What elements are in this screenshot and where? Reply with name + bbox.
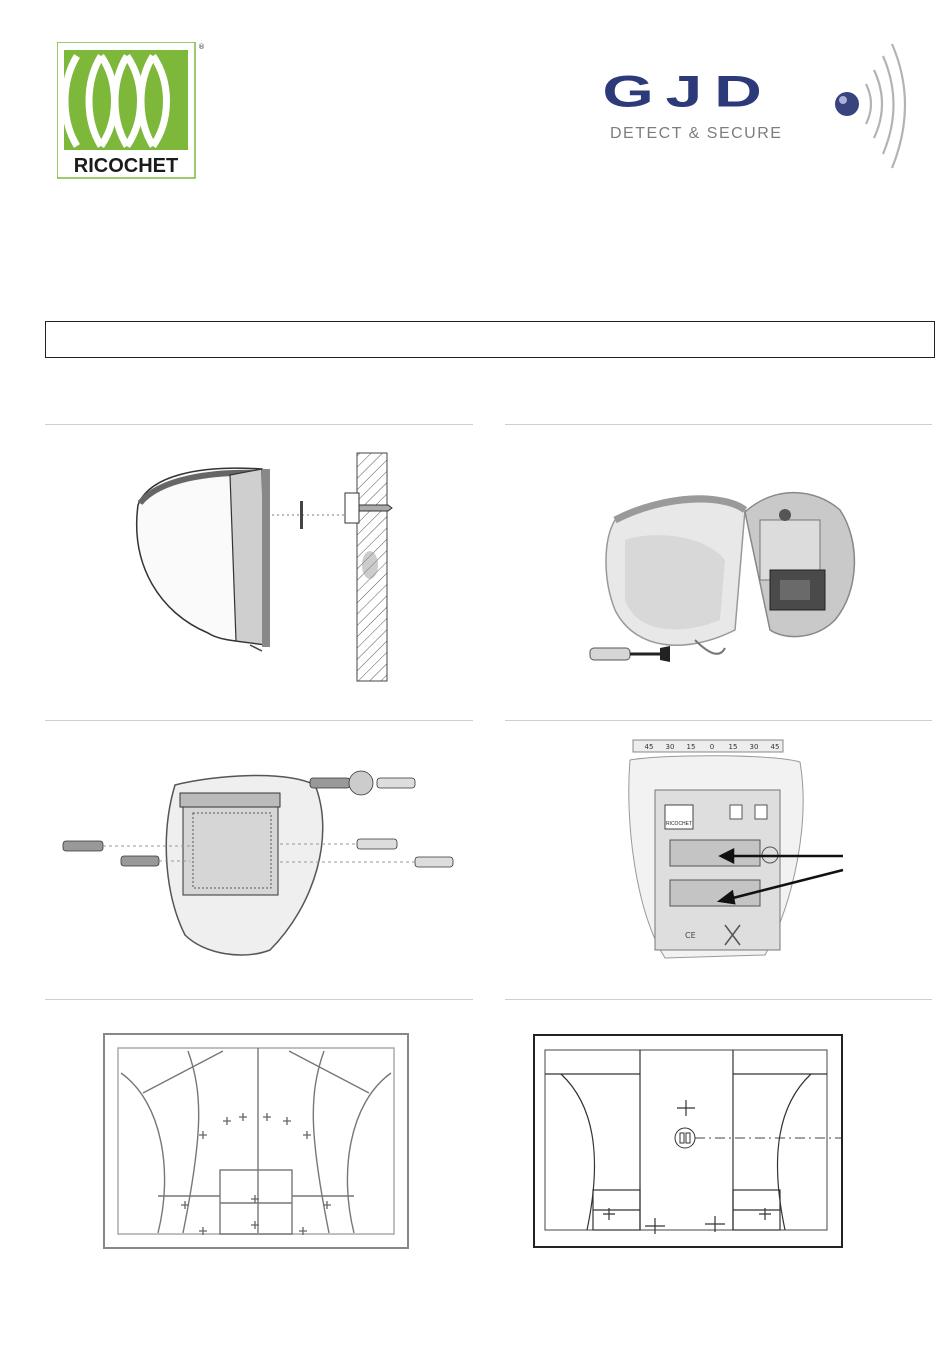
divider-rule <box>505 999 932 1000</box>
divider-rule <box>45 424 473 425</box>
coverage-pattern-side-diagram <box>533 1034 845 1248</box>
board-detail-photo <box>625 740 855 965</box>
divider-rule <box>505 720 932 721</box>
svg-text:CE: CE <box>685 931 696 940</box>
detector-open-photo <box>585 480 875 675</box>
scale-tick: 0 <box>709 743 715 751</box>
divider-rule <box>505 424 932 425</box>
scale-tick: 15 <box>686 743 696 751</box>
wall-mount-illustration <box>130 445 400 685</box>
scale-tick: 30 <box>749 743 759 751</box>
gjd-brand-text: GJD <box>602 65 774 116</box>
gjd-logo <box>600 40 920 175</box>
registered-mark: ® <box>198 43 205 51</box>
divider-rule <box>45 720 473 721</box>
scale-tick: 30 <box>665 743 675 751</box>
coverage-pattern-top-diagram <box>103 1033 409 1249</box>
scale-tick: 45 <box>770 743 780 751</box>
exploded-base-illustration <box>55 745 470 970</box>
divider-rule <box>45 999 473 1000</box>
scale-tick: 15 <box>728 743 738 751</box>
ricochet-logo <box>57 42 205 180</box>
scale-tick: 45 <box>644 743 654 751</box>
scale-ruler <box>633 740 783 752</box>
ricochet-logo-text: RICOCHET <box>73 155 179 177</box>
board-logo-text: RICOCHET <box>665 821 693 827</box>
title-box <box>45 321 935 358</box>
gjd-tagline: DETECT & SECURE <box>610 125 783 142</box>
